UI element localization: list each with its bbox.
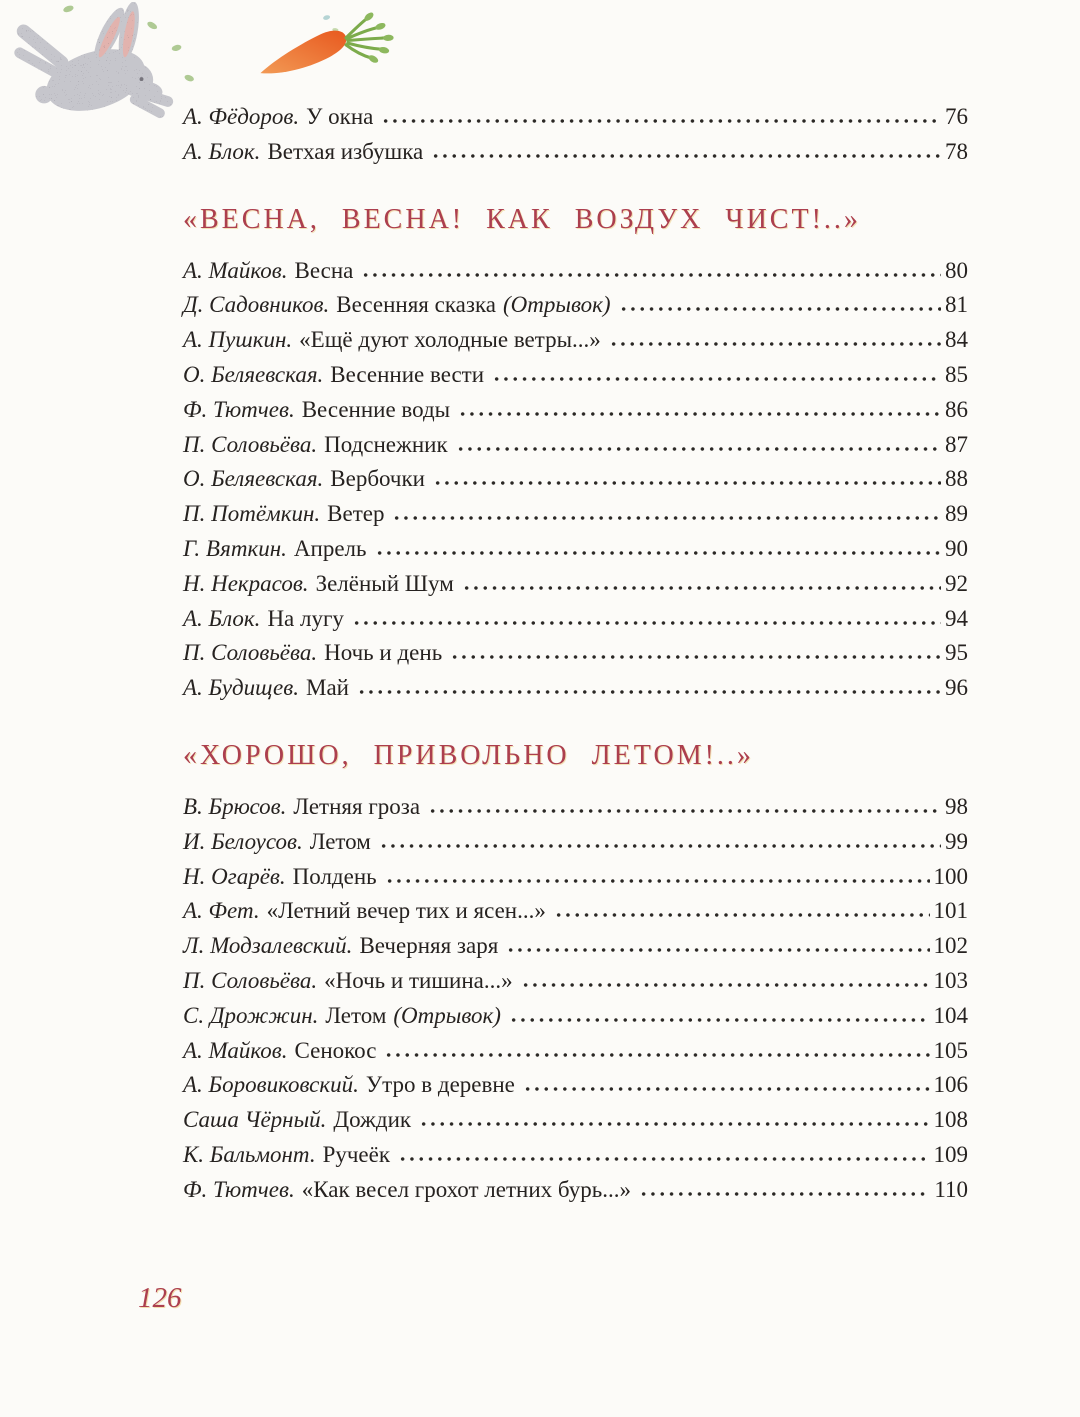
dot-leader — [504, 947, 929, 953]
entry-title: Дождик — [333, 1107, 412, 1133]
entry-note: (Отрывок) — [393, 1002, 501, 1028]
entry-author: А. Пушкин. — [183, 327, 293, 353]
carrot-icon — [256, 6, 406, 90]
toc-entry — [183, 790, 968, 825]
entry-page-number: 102 — [933, 933, 968, 959]
entry-label — [183, 462, 425, 497]
entry-title: Утро в деревне — [365, 1072, 515, 1098]
toc-entry — [183, 860, 968, 895]
entry-label — [183, 1068, 515, 1103]
dot-leader — [617, 306, 941, 312]
entry-page-number: 106 — [933, 1072, 968, 1098]
entry-page-number: 110 — [934, 1176, 968, 1202]
entry-label — [183, 964, 513, 999]
entry-author: А. Майков. — [183, 1037, 288, 1063]
rabbit-icon — [8, 2, 198, 124]
entry-title: Ветер — [327, 501, 385, 527]
entry-author: Л. Модзалевский. — [183, 933, 353, 959]
entry-note: (Отрывок) — [503, 292, 611, 318]
entry-label — [183, 323, 601, 358]
entry-page-number: 99 — [945, 828, 968, 854]
entry-title: Весенние воды — [301, 396, 451, 422]
entry-title: Весна — [294, 257, 354, 283]
entry-label — [183, 497, 384, 532]
dot-leader — [456, 411, 941, 417]
entry-label — [183, 254, 353, 289]
toc-entry — [183, 532, 968, 567]
entry-page-number: 90 — [945, 535, 968, 561]
entry-page-number: 87 — [945, 431, 968, 457]
entry-label — [183, 602, 344, 637]
toc-entry — [183, 602, 968, 637]
entry-title: Апрель — [293, 535, 367, 561]
entry-author: О. Беляевская. — [183, 361, 324, 387]
entry-title: Подснежник — [324, 431, 448, 457]
toc-entry — [183, 358, 968, 393]
toc-entry — [183, 1173, 968, 1208]
entry-page-number: 85 — [945, 361, 968, 387]
toc-entry — [183, 462, 968, 497]
entry-label — [183, 894, 546, 929]
entry-label — [183, 1034, 376, 1069]
dot-leader — [379, 118, 941, 124]
entry-title: Летом — [325, 1002, 387, 1028]
entry-title: Вербочки — [330, 466, 425, 492]
entry-author: П. Потёмкин. — [183, 501, 321, 527]
toc-entry — [183, 1034, 968, 1069]
entry-author: А. Фет. — [183, 898, 260, 924]
entry-title: Ветхая избушка — [267, 138, 424, 164]
entry-title: «Ещё дуют холодные ветры...» — [299, 327, 601, 353]
toc-entry — [183, 497, 968, 532]
toc-entry — [183, 894, 968, 929]
entry-author: А. Боровиковский. — [183, 1072, 359, 1098]
entry-page-number: 76 — [945, 104, 968, 129]
entry-title: Весенняя сказка — [336, 292, 496, 318]
dot-leader — [507, 1017, 930, 1023]
entry-title: Ручеёк — [322, 1141, 391, 1167]
entry-author: В. Брюсов. — [183, 793, 287, 819]
entry-label — [183, 790, 420, 825]
entry-title: На лугу — [267, 605, 344, 631]
dot-leader — [431, 480, 941, 486]
section-heading: «ХОРОШО, ПРИВОЛЬНО ЛЕТОМ!..» — [183, 739, 754, 771]
toc-entry — [183, 100, 968, 135]
dot-leader — [396, 1156, 929, 1162]
toc-section — [183, 100, 968, 170]
toc-entry — [183, 428, 968, 463]
entry-label — [183, 358, 484, 393]
dot-leader — [426, 808, 941, 814]
dot-leader — [350, 620, 941, 626]
dot-leader — [373, 550, 942, 556]
entry-author: Ф. Тютчев. — [183, 396, 295, 422]
entry-page-number: 103 — [933, 967, 968, 993]
entry-page-number: 86 — [945, 396, 968, 422]
toc-entry — [183, 929, 968, 964]
entry-title: «Как весел грохот летних бурь...» — [301, 1176, 631, 1202]
entry-label — [183, 135, 423, 170]
dot-leader — [417, 1121, 929, 1127]
dot-leader — [448, 654, 941, 660]
entry-title: Вечерняя заря — [359, 933, 499, 959]
toc-entry — [183, 964, 968, 999]
entry-title: Полдень — [292, 863, 377, 889]
toc-entry — [183, 636, 968, 671]
entry-label — [183, 532, 367, 567]
dot-leader — [355, 689, 941, 695]
entry-label — [183, 567, 454, 602]
toc-entry — [183, 1103, 968, 1138]
entry-page-number: 81 — [945, 292, 968, 318]
entry-title: Весенние вести — [330, 361, 485, 387]
toc-entry — [183, 254, 968, 289]
entry-author: П. Соловьёва. — [183, 967, 318, 993]
entry-page-number: 89 — [945, 501, 968, 527]
entry-author: А. Блок. — [183, 605, 261, 631]
dot-leader — [607, 341, 941, 347]
entry-title: Май — [306, 675, 349, 701]
dot-leader — [460, 585, 941, 591]
dot-leader — [454, 446, 941, 452]
entry-page-number: 92 — [945, 570, 968, 596]
entry-title: Зелёный Шум — [315, 570, 454, 596]
dot-leader — [383, 878, 930, 884]
toc-entry — [183, 671, 968, 706]
entry-title: Летняя гроза — [293, 793, 421, 819]
entry-author: А. Майков. — [183, 257, 288, 283]
dot-leader — [382, 1052, 929, 1058]
entry-label — [183, 636, 442, 671]
entry-page-number: 109 — [933, 1141, 968, 1167]
section-heading: «ВЕСНА, ВЕСНА! КАК ВОЗДУХ ЧИСТ!..» — [183, 203, 861, 235]
entry-author: С. Дрожжин. — [183, 1002, 319, 1028]
entry-author: А. Фёдоров. — [183, 104, 300, 129]
toc-entry — [183, 393, 968, 428]
entry-label — [183, 100, 373, 135]
entry-page-number: 100 — [933, 863, 968, 889]
dot-leader — [521, 1086, 930, 1092]
entry-author: Г. Вяткин. — [183, 535, 287, 561]
toc-entry — [183, 323, 968, 358]
entry-title: У окна — [306, 104, 374, 129]
entry-author: И. Белоусов. — [183, 828, 303, 854]
entry-label — [183, 428, 448, 463]
toc-entry — [183, 288, 968, 323]
entry-page-number: 104 — [933, 1002, 968, 1028]
entry-title: «Летний вечер тих и ясен...» — [266, 898, 546, 924]
entry-label — [183, 929, 498, 964]
dot-leader — [390, 515, 941, 521]
dot-leader — [359, 272, 941, 278]
toc-entry — [183, 1068, 968, 1103]
entry-label — [183, 1103, 411, 1138]
toc-entry — [183, 825, 968, 860]
entry-author: А. Будищев. — [183, 675, 299, 701]
entry-author: Саша Чёрный. — [183, 1107, 327, 1133]
entry-author: Ф. Тютчев. — [183, 1176, 295, 1202]
entry-author: Д. Садовников. — [183, 292, 330, 318]
entry-author: П. Соловьёва. — [183, 431, 318, 457]
entry-page-number: 78 — [945, 138, 968, 164]
entry-page-number: 108 — [933, 1107, 968, 1133]
entry-label — [183, 825, 371, 860]
page-number: 126 — [138, 1282, 182, 1314]
entry-label — [183, 393, 450, 428]
entry-label — [183, 1173, 631, 1208]
toc — [183, 100, 968, 1208]
toc-section — [183, 740, 968, 1208]
entry-title: Сенокос — [294, 1037, 377, 1063]
entry-title: «Ночь и тишина...» — [324, 967, 513, 993]
entry-page-number: 101 — [933, 898, 968, 924]
entry-author: К. Бальмонт. — [183, 1141, 316, 1167]
entry-author: Н. Огарёв. — [183, 863, 286, 889]
entry-label — [183, 1138, 390, 1173]
entry-page-number: 80 — [945, 257, 968, 283]
entry-author: А. Блок. — [183, 138, 261, 164]
dot-leader — [429, 153, 941, 159]
dot-leader — [490, 376, 941, 382]
entry-author: О. Беляевская. — [183, 466, 324, 492]
toc-entry — [183, 1138, 968, 1173]
toc-entry — [183, 999, 968, 1034]
toc-entry — [183, 135, 968, 170]
entry-label — [183, 860, 377, 895]
dot-leader — [637, 1191, 930, 1197]
entry-page-number: 94 — [945, 605, 968, 631]
entry-page-number: 105 — [933, 1037, 968, 1063]
entry-author: П. Соловьёва. — [183, 640, 318, 666]
dot-leader — [377, 843, 941, 849]
toc-section — [183, 204, 968, 706]
entry-page-number: 95 — [945, 640, 968, 666]
entry-page-number: 98 — [945, 793, 968, 819]
entry-label — [183, 671, 349, 706]
toc-entry — [183, 567, 968, 602]
entry-page-number: 84 — [945, 327, 968, 353]
dot-leader — [519, 982, 930, 988]
entry-author: Н. Некрасов. — [183, 570, 309, 596]
entry-label — [183, 999, 501, 1034]
entry-page-number: 88 — [945, 466, 968, 492]
dot-leader — [552, 912, 930, 918]
entry-label — [183, 288, 611, 323]
entry-page-number: 96 — [945, 675, 968, 701]
entry-title: Ночь и день — [324, 640, 443, 666]
entry-title: Летом — [309, 828, 371, 854]
